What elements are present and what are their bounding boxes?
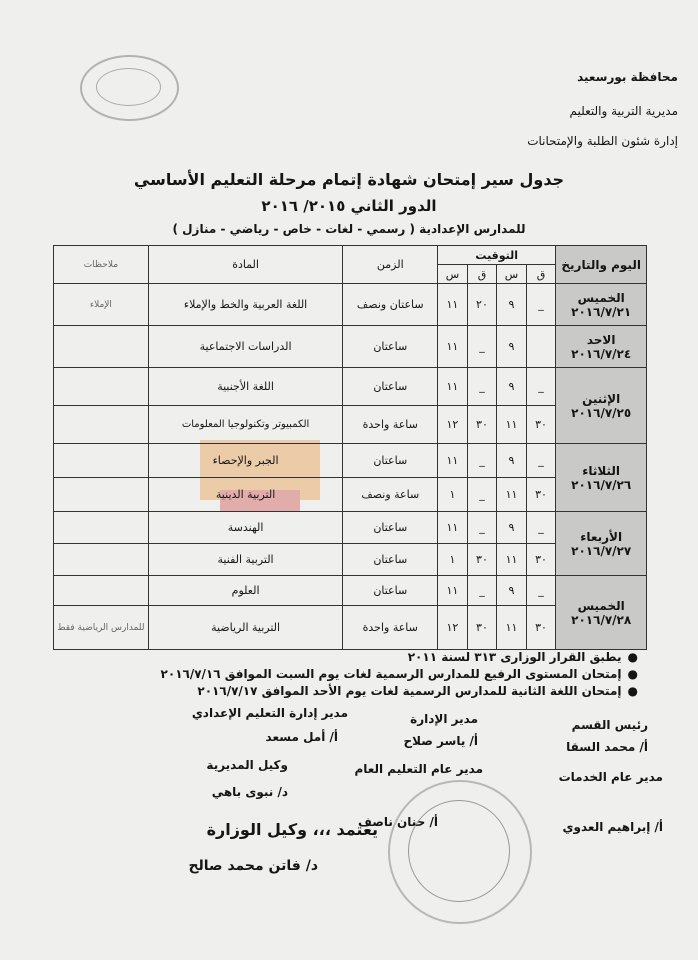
cell-subject: اللغة الأجنبية	[148, 368, 343, 406]
cell-from-s: ٩	[497, 444, 527, 478]
cell-from-s: ١١	[497, 406, 527, 444]
schools-subtitle: للمدارس الإعدادية ( رسمي - لغات - خاص - رياضي - منازل )	[172, 222, 526, 236]
cell-from-s: ٩	[497, 284, 527, 326]
cell-subject: اللغة العربية والخط والإملاء	[148, 284, 343, 326]
cell-subject: الكمبيوتر وتكنولوجيا المعلومات	[148, 406, 343, 444]
cell-to-q: ٣٠	[467, 406, 497, 444]
cell-note	[54, 444, 149, 478]
cell-duration: ساعة واحدة	[343, 606, 438, 650]
list-item: ●إمتحان المستوى الرفيع للمدارس الرسمية لغات يوم السبت الموافق ٢٠١٦/٧/١٦	[160, 667, 638, 681]
cell-to-s: ١١	[438, 444, 468, 478]
sig-title-deputy: وكيل المديرية	[206, 758, 288, 772]
header-from-q: ق	[526, 265, 556, 284]
cell-from-s: ١١	[497, 478, 527, 512]
cell-duration: ساعة واحدة	[343, 406, 438, 444]
day-cell: الإثنين ٢٠١٦/٧/٢٥	[556, 368, 647, 444]
header-subject: المادة	[148, 246, 343, 284]
header-to-s: س	[438, 265, 468, 284]
approval-line: يعتمد ،،، وكيل الوزارة	[206, 820, 378, 839]
cell-from-s: ١١	[497, 544, 527, 576]
governorate-label: محافظة بورسعيد	[577, 70, 678, 84]
cell-from-q: ٣٠	[526, 544, 556, 576]
cell-subject: التربية الدينية	[148, 478, 343, 512]
exam-schedule-table	[53, 245, 647, 650]
header-timing: التوقيت	[438, 246, 556, 265]
ministry-seal-inner	[96, 68, 161, 106]
cell-to-s: ١١	[438, 512, 468, 544]
cell-subject: الجبر والإحصاء	[148, 444, 343, 478]
header-from-s: س	[497, 265, 527, 284]
cell-to-s: ١١	[438, 576, 468, 606]
notes-list	[58, 650, 638, 701]
cell-from-s: ١١	[497, 606, 527, 650]
cell-to-q: _	[467, 326, 497, 368]
day-cell: الأربعاء ٢٠١٦/٧/٢٧	[556, 512, 647, 576]
cell-duration: ساعتان	[343, 444, 438, 478]
list-item: ●يطبق القرار الوزارى ٣١٣ لسنة ٢٠١١	[407, 650, 638, 664]
cell-to-s: ١٢	[438, 406, 468, 444]
sig-name-undersecretary: د/ فاتن محمد صالح	[188, 858, 318, 874]
day-cell: الاحد ٢٠١٦/٧/٢٤	[556, 326, 647, 368]
cell-from-q	[526, 326, 556, 368]
cell-to-q: _	[467, 576, 497, 606]
page-title: جدول سير إمتحان شهادة إتمام مرحلة التعليم الأساسي	[133, 170, 565, 189]
cell-duration: ساعتان	[343, 512, 438, 544]
cell-from-q: ٣٠	[526, 406, 556, 444]
sig-title-general-ed: مدير عام التعليم العام	[354, 762, 483, 776]
cell-note: للمدارس الرياضية فقط	[54, 606, 149, 650]
cell-subject: الهندسة	[148, 512, 343, 544]
cell-from-q: _	[526, 284, 556, 326]
sig-name-dept-head: أ/ محمد السقا	[566, 740, 648, 754]
cell-duration: ساعتان	[343, 368, 438, 406]
cell-duration: ساعتان	[343, 326, 438, 368]
sig-title-prep-director: مدير إدارة التعليم الإعدادي	[191, 706, 348, 720]
cell-to-q: _	[467, 444, 497, 478]
day-cell: الثلاثاء ٢٠١٦/٧/٢٦	[556, 444, 647, 512]
cell-to-s: ١١	[438, 368, 468, 406]
cell-note	[54, 576, 149, 606]
cell-from-s: ٩	[497, 576, 527, 606]
cell-from-s: ٩	[497, 326, 527, 368]
day-cell: الخميس ٢٠١٦/٧/٢٨	[556, 576, 647, 650]
cell-from-q: _	[526, 368, 556, 406]
sig-title-dept-head: رئيس القسم	[571, 718, 648, 732]
header-day: اليوم والتاريخ	[556, 246, 647, 284]
cell-from-q: ٣٠	[526, 478, 556, 512]
cell-subject: التربية الفنية	[148, 544, 343, 576]
cell-from-q: _	[526, 576, 556, 606]
department-label: إدارة شئون الطلبة والإمتحانات	[527, 134, 678, 148]
cell-duration: ساعتان ونصف	[343, 284, 438, 326]
exam-round: الدور الثاني ٢٠١٥/ ٢٠١٦	[261, 197, 437, 215]
sig-title-services: مدير عام الخدمات	[558, 770, 663, 784]
cell-subject: العلوم	[148, 576, 343, 606]
cell-to-q: ٣٠	[467, 606, 497, 650]
cell-duration: ساعتان	[343, 576, 438, 606]
sig-name-general-ed: أ/ حنان ناصف	[357, 815, 438, 829]
cell-to-s: ١١	[438, 326, 468, 368]
cell-note	[54, 406, 149, 444]
cell-from-s: ٩	[497, 512, 527, 544]
cell-from-q: _	[526, 444, 556, 478]
day-cell: الخميس ٢٠١٦/٧/٢١	[556, 284, 647, 326]
sig-name-prep-director: أ/ أمل مسعد	[265, 730, 338, 744]
cell-duration: ساعتان	[343, 544, 438, 576]
cell-to-s: ١٢	[438, 606, 468, 650]
sig-name-admin-director: أ/ ياسر صلاح	[403, 734, 478, 748]
list-item: ●إمتحان اللغة الثانية للمدارس الرسمية لغات يوم الأحد الموافق ٢٠١٦/٧/١٧	[197, 684, 638, 698]
cell-to-s: ١	[438, 544, 468, 576]
cell-to-s: ١	[438, 478, 468, 512]
sig-title-admin-director: مدير الإدارة	[410, 712, 478, 726]
cell-from-q: ٣٠	[526, 606, 556, 650]
cell-to-q: _	[467, 478, 497, 512]
cell-to-q: ٢٠	[467, 284, 497, 326]
official-stamp-inner	[408, 800, 510, 902]
cell-note	[54, 478, 149, 512]
header-duration: الزمن	[343, 246, 438, 284]
sig-name-deputy: د/ نبوى باهي	[211, 785, 288, 799]
cell-note	[54, 512, 149, 544]
header-notes: ملاحظات	[54, 246, 149, 284]
cell-to-q: ٣٠	[467, 544, 497, 576]
cell-note	[54, 326, 149, 368]
cell-note: الإملاء	[54, 284, 149, 326]
cell-subject: التربية الرياضية	[148, 606, 343, 650]
header-to-q: ق	[467, 265, 497, 284]
directorate-label: مديرية التربية والتعليم	[569, 104, 678, 118]
cell-to-s: ١١	[438, 284, 468, 326]
cell-duration: ساعة ونصف	[343, 478, 438, 512]
cell-from-s: ٩	[497, 368, 527, 406]
cell-note	[54, 368, 149, 406]
cell-to-q: _	[467, 512, 497, 544]
cell-to-q: _	[467, 368, 497, 406]
sig-name-services: أ/ إبراهيم العدوي	[562, 820, 663, 834]
cell-subject: الدراسات الاجتماعية	[148, 326, 343, 368]
cell-note	[54, 544, 149, 576]
cell-from-q: _	[526, 512, 556, 544]
